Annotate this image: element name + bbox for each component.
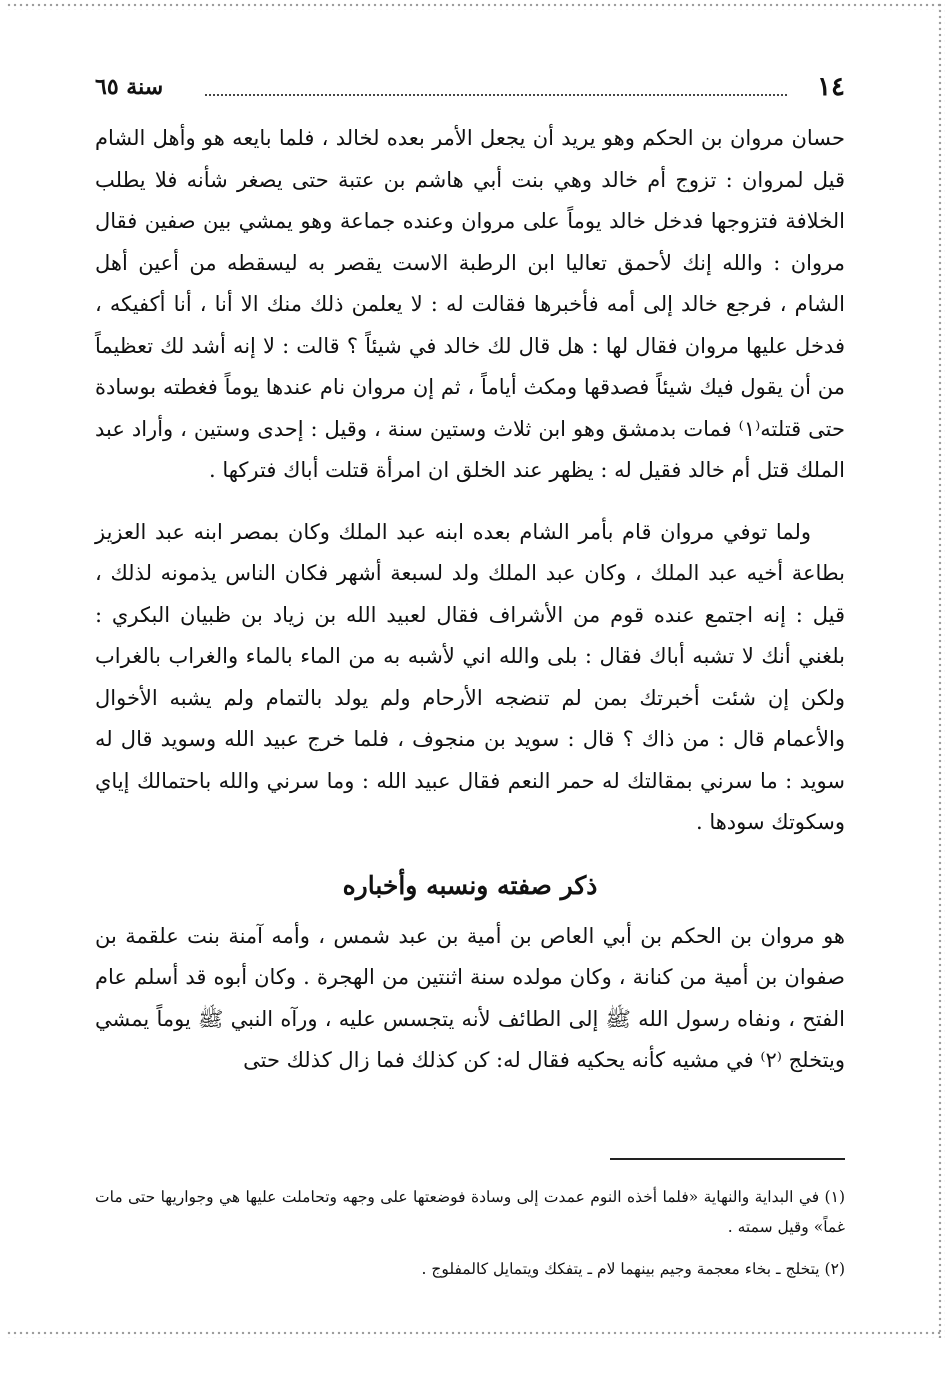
decorative-border-bottom (6, 1330, 941, 1338)
main-text (95, 118, 845, 1082)
footnote-separator (610, 1158, 845, 1160)
decorative-border-top (6, 2, 941, 10)
section-heading: ذكر صفته ونسبه وأخباره (342, 870, 598, 900)
page-number: ١٤ (817, 72, 845, 102)
paragraph-1: حسان مروان بن الحكم وهو يريد أن يجعل الأمر بعده لخالد ، فلما بايعه هو وأهل الشام قيل لمروان : تزوج أم خالد وهي بنت أبي هاشم بن عتبة حتى يصغر شأنه فلا يطلب الخلافة فتزوجها فدخل خالد يوماً على مروان وعنده جماعة وهو يمشي بين صفين فقال مروان : والله إنك لأحمق تعاليا ابن الرطبة الاست يقصر به ليسقطه من أعين أهل الشام ، فرجع خالد إلى أمه فأخبرها فقالت له : لا يعلمن ذلك منك الا أنا ، أنا أكفيكه ، فدخل عليها مروان فقال لها : هل قال لك خالد في شيئاً ؟ قالت : لا إنه أشد لك تعظيماً من أن يقول فيك شيئاً فصدقها ومكث أياماً ، ثم إن مروان نام عندها يوماً فغطته بوسادة حتى قتلته⁽١⁾ فمات بدمشق وهو ابن ثلاث وستين سنة ، وقيل : إحدى وستين ، وأراد عبد الملك قتل أم خالد فقيل له : يظهر عند الخلق ان امرأة قتلت أباك فتركها . (95, 126, 845, 482)
footnotes (95, 1182, 845, 1296)
footnote-2: (٢) يتخلج ـ بخاء معجمة وجيم بينهما لام ـ يتفكك ويتمايل كالمفلوج . (421, 1260, 845, 1278)
footnote-1: (١) في البداية والنهاية «فلما أخذه النوم عمدت إلى وسادة فوضعتها على وجهه وتحاملت عليها هي وجواريها حتى مات غماً» وقيل سمته . (95, 1188, 845, 1236)
paragraph-3: هو مروان بن الحكم بن أبي العاص بن أمية بن عبد شمس ، وأمه آمنة بنت علقمة بن صفوان بن أمية من كنانة ، وكان مولده سنة اثنتين من الهجرة . وكان أبوه قد أسلم عام الفتح ، ونفاه رسول الله ﷺ إلى الطائف لأنه يتجسس عليه ، ورآه النبي ﷺ يوماً يمشي ويتخلج ⁽٢⁾ في مشيه كأنه يحكيه فقال له: كن كذلك فما زال كذلك حتى (95, 923, 845, 1072)
running-head-year: سنة ٦٥ (95, 74, 164, 100)
decorative-border-right (937, 2, 945, 1338)
header-dotted-leader (205, 94, 787, 96)
page-header (95, 72, 845, 106)
paragraph-2: ولما توفي مروان قام بأمر الشام بعده ابنه عبد الملك وكان بمصر ابنه عبد العزيز بطاعة أخيه عبد الملك ، وكان عبد الملك ولد لسبعة أشهر فكان الناس يذمونه لذلك ، قيل : إنه اجتمع عنده قوم من الأشراف فقال لعبيد الله بن زياد بن ظبيان البكري : بلغني أنك لا تشبه أباك فقال : بلى والله اني لأشبه به من الماء بالماء والغراب بالغراب ولكن إن شئت أخبرتك بمن لم تنضجه الأرحام ولم يولد بالتمام ولم يشبه الأخوال والأعمام قال : من ذاك ؟ قال : سويد بن منجوف ، فلما خرج عبيد الله وسويد قال له سويد : ما سرني بمقالتك له حمر النعم فقال عبيد الله : وما سرني والله باحتمالك إياي وسكوتك سودها . (95, 519, 845, 834)
